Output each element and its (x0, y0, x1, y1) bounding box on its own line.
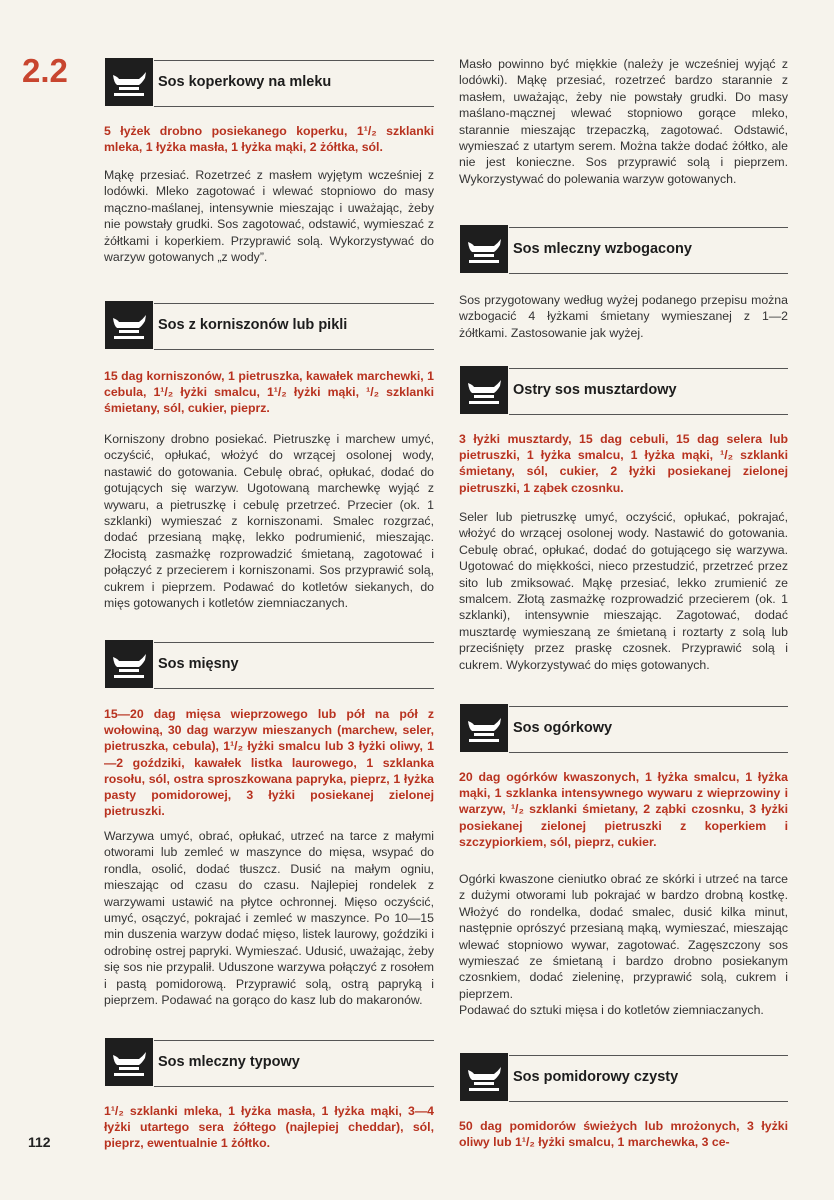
recipe-ingredients: 15 dag korniszonów, 1 pietruszka, kawałek marchewki, 1 cebula, 1¹/₂ łyżki smalcu, 1¹/₂ łyżki mąki, ¹/₂ szklanki śmietany, sól, cukier, pieprz. (104, 369, 434, 416)
recipe-instructions (104, 431, 434, 611)
recipe-ingredients: 5 łyżek drobno posiekanego koperku, 1¹/₂ szklanki mleka, 1 łyżka masła, 1 łyżka mąki, 2 żółtka, sól. (104, 124, 434, 155)
instruction-paragraph: Ogórki kwaszone cieniutko obrać ze skórki i utrzeć na tarce z dużymi otworami lub pokrajać w bardzo drobną kostkę. Włożyć do rondelka, dodać smalec, dusić kilka minut, następnie oprószyć przesianą mąką, wymieszać, mieszając wlewać stopniowo wywar, zagotować. Zagęszczony sos wymieszać ze śmietaną i bardzo drobno posiekanym czosnkiem, dodać zieleninę, przyprawić solą, cukrem i pieprzem. (459, 872, 788, 1001)
recipe-instructions (104, 828, 434, 1008)
recipe-ingredients: 15—20 dag mięsa wieprzowego lub pół na pół z wołowiną, 30 dag warzyw mieszanych (marchew, seler, pietruszka, cebula), 1¹/₂ łyżki smalcu lub 3 łyżki oliwy, 1—2 goździki, kawałek listka laurowego, 1 szklanka rosołu, sól, ostra sproszkowana papryka, pieprz, 1 łyżka pasty pomidorowej, 3 łyżki posiekanej zielonej pietruszki. (104, 707, 434, 819)
recipe-title: Ostry sos musztardowy (513, 382, 677, 398)
gravy-boat-icon (105, 1038, 153, 1086)
recipe-instructions (459, 871, 788, 1019)
page-number: 112 (28, 1134, 51, 1150)
instruction-paragraph: Mąkę przesiać. Rozetrzeć z masłem wyjętym wcześniej z lodówki. Mleko zagotować i wlewać stopniowo do masy mączno-maślanej, intensywnie mieszając i uważając, żeby nie powstały grudki. Sos zagotować, odstawić, wymieszać z żółtkami i koperkiem. Przyprawić solą. Wykorzystywać do warzyw gotowanych „z wody”. (104, 168, 434, 265)
recipe-title: Sos koperkowy na mleku (158, 74, 332, 90)
recipe-title: Sos pomidorowy czysty (513, 1069, 679, 1085)
gravy-boat-icon (460, 1053, 508, 1101)
instruction-paragraph: Sos przygotowany według wyżej podanego przepisu można wzbogacić 4 łyżkami śmietany wymieszanej z 1—2 żółtkami. Zastosowanie jak wyżej. (459, 293, 788, 340)
instruction-paragraph: Korniszony drobno posiekać. Pietruszkę i marchew umyć, oczyścić, opłukać, włożyć do wrzącej osolonej wody, nastawić do gotowania. Cebulę obrać, opłukać, dodać do gotujących się warzyw. Ugotowaną marchewkę wyjąć z wywaru, a pietruszkę i cebulę przetrzeć. Przecier (ok. 1 szklanki) wymieszać z korniszonami. Smalec rozgrzać, dodać przesianą mąkę, lekko podrumienić, mieszając. Złocistą zasmażkę rozprowadzić śmietaną, zagotować i połączyć z przecierem i korniszonami. Sos przyprawić solą, cukrem i pieprzem. Podawać do kotletów siekanych, do mięs gotowanych i kotletów ziemniaczanych. (104, 432, 434, 611)
instruction-paragraph: Seler lub pietruszkę umyć, oczyścić, opłukać, pokrajać, włożyć do wrzącej osolonej wody. Nastawić do gotowania. Cebulę obrać, opłukać, dodać do gotującego się warzywa. Ugotować do miękkości, nieco przestudzić, przetrzeć przez sito lub zmiksować. Mąkę przesiać, lekko zrumienić ze smalcem. Złotą zasmażkę rozprowadzić przecierem (ok. 1 szklanki), intensywnie mieszając. Zagotować, dodać musztardę wymieszaną ze śmietaną i roztarty z solą lub przeciśnięty przez praskę czosnek. Przyprawić solą i cukrem. Wykorzystywać do mięs gotowanych. (459, 510, 788, 672)
gravy-boat-icon (460, 225, 508, 273)
gravy-boat-icon (105, 301, 153, 349)
gravy-boat-icon (105, 640, 153, 688)
gravy-boat-icon (460, 704, 508, 752)
recipe-header (100, 60, 434, 108)
recipe-instructions (459, 292, 788, 341)
recipe-ingredients: 1¹/₂ szklanki mleka, 1 łyżka masła, 1 łyżka mąki, 3—4 łyżki utartego sera żółtego (najlepiej cheddar), sól, pieprz, ewentualnie 1 żółtko. (104, 1104, 434, 1151)
recipe-title: Sos ogórkowy (513, 720, 613, 736)
recipe-header (455, 706, 788, 754)
recipe-header (455, 227, 788, 275)
gravy-boat-icon (460, 366, 508, 414)
recipe-header (100, 642, 434, 690)
recipe-header (455, 1055, 788, 1103)
recipe-instructions (459, 509, 788, 673)
instruction-paragraph: Masło powinno być miękkie (należy je wcześniej wyjąć z lodówki). Mąkę przesiać, rozetrzeć bardzo starannie z masłem, uważając, żeby nie powstały grudki. Do masy maślano-mącznej wlewać stopniowo gorące mleko, starannie mieszając trzepaczką, zagotować. Odstawić, wymieszać z utartym serem. Można także dodać żółtko, ale nie jest konieczne. Sos przyprawić solą i pieprzem. Wykorzystywać do polewania warzyw gotowanych. (459, 57, 788, 186)
instruction-paragraph: Warzywa umyć, obrać, opłukać, utrzeć na tarce z małymi otworami lub zemleć w maszynce do mięsa, wsypać do rondla, osolić, dodać tłuszcz. Dusić na małym ogniu, mieszając od czasu do czasu. Najlepiej rondelek z warzywami ustawić na płytce ochronnej. Mięso oczyścić, umyć, osączyć, pokrajać i zemleć w maszynce. Po 10—15 min duszenia warzyw dodać mięso, listek laurowy, goździki i odrobinę ostrej papryki. Wymieszać. Udusić, uważając, żeby się sos nie przypalił. Uduszone warzywa połączyć z rosołem i pastą pomidorową. Przyprawić solą, ostrą papryką i pieprzem. Podawać na gorąco do kasz lub do makaronów. (104, 829, 434, 1008)
recipe-instructions (459, 56, 788, 187)
recipe-ingredients: 3 łyżki musztardy, 15 dag cebuli, 15 dag selera lub pietruszki, 1 łyżka smalcu, 1 łyżka mąki, ¹/₂ szklanki śmietany, sól, cukier, 2 łyżki posiekanej zielonej pietruszki, 1 ząbek czosnku. (459, 432, 788, 495)
recipe-ingredients: 20 dag ogórków kwaszonych, 1 łyżka smalcu, 1 łyżka mąki, 1 szklanka intensywnego wywaru z wieprzowiny i warzyw, ¹/₂ szklanki śmietany, 2 ząbki czosnku, 3 łyżki posiekanej zielonej pietruszki z koperkiem i szczypiorkiem, sól, pieprz, cukier. (459, 770, 788, 849)
section-number: 2.2 (22, 52, 68, 89)
recipe-title: Sos mięsny (158, 656, 239, 672)
recipe-instructions (104, 167, 434, 265)
recipe-title: Sos mleczny typowy (158, 1054, 300, 1070)
recipe-header (100, 303, 434, 351)
gravy-boat-icon (105, 58, 153, 106)
recipe-title: Sos z korniszonów lub pikli (158, 317, 348, 333)
recipe-header (100, 1040, 434, 1088)
recipe-title: Sos mleczny wzbogacony (513, 241, 692, 257)
instruction-paragraph: Podawać do sztuki mięsa i do kotletów ziemniaczanych. (459, 1003, 764, 1018)
recipe-ingredients: 50 dag pomidorów świeżych lub mrożonych, 3 łyżki oliwy lub 1¹/₂ łyżki smalcu, 1 marchewka, 3 ce- (459, 1119, 788, 1150)
recipe-header (455, 368, 788, 416)
